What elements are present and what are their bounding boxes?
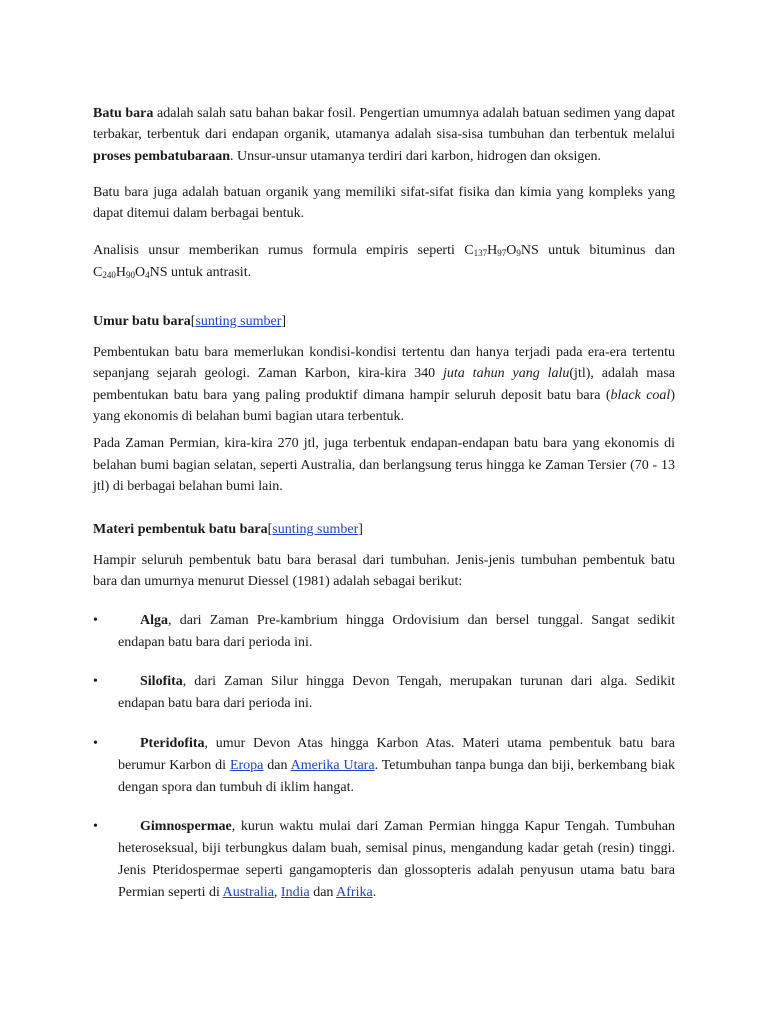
list-text: dan	[263, 757, 291, 773]
bracket: [	[267, 522, 273, 538]
list-text: dan	[309, 884, 337, 900]
bracket: ]	[281, 314, 287, 330]
paragraph-umur-1	[93, 342, 675, 427]
link-afrika[interactable]: Afrika	[336, 884, 373, 900]
bracket: [	[190, 314, 196, 330]
paragraph-umur-2: Pada Zaman Permian, kira-kira 270 jtl, juga terbentuk endapan-endapan batu bara yang ekonomis di belahan bumi bagian selatan, seperti Australia, dan berlangsung terus hingga ke Zaman Tersier (70 - 13 jtl) di berbagai belahan bumi lain.	[93, 436, 675, 494]
formula-text: H	[115, 264, 126, 280]
paragraph-text: ) yang ekonomis di belahan bumi bagian utara terbentuk.	[93, 387, 675, 424]
subscript: 97	[497, 248, 507, 259]
link-amerika-utara[interactable]: Amerika Utara	[290, 757, 375, 773]
list-text: , kurun waktu mulai dari Zaman Permian hingga Kapur Tengah. Tumbuhan heteroseksual, biji terbungkus dalam buah, semisal pinus, mengandung kadar getah (resin) tinggi. Jenis Pteridospermae seperti gangamopteris dan glossopteris adalah penyusun utama batu bara Permian seperti di	[118, 819, 675, 900]
paragraph-organic: Batu bara juga adalah batuan organik yang memiliki sifat-sifat fisika dan kimia yang kompleks yang dapat ditemui dalam berbagai bentuk.	[93, 184, 675, 222]
list-term: Pteridofita	[140, 735, 205, 751]
heading-text: Materi pembentuk batu bara	[93, 522, 268, 538]
link-australia[interactable]: Australia	[222, 884, 274, 900]
list-item	[93, 671, 675, 715]
bracket: ]	[358, 522, 363, 538]
bullet-icon: •	[93, 612, 98, 628]
list-text: , dari Zaman Pre-kambrium hingga Ordovisium dan bersel tunggal. Sangat sedikit endapan batu bara dari perioda ini.	[118, 612, 675, 650]
edit-source-link[interactable]: sunting sumber	[195, 314, 282, 330]
document-body	[93, 103, 675, 922]
intro-text-1: adalah salah satu bahan bakar fosil. Pengertian umumnya adalah batuan sedimen yang dapat terbakar, terbentuk dari endapan organik, utamanya adalah sisa-sisa tumbuhan dan terbentuk melalui	[93, 106, 675, 143]
term-batu-bara: Batu bara	[93, 106, 154, 121]
paragraph-intro	[93, 103, 675, 167]
formula-text: Analisis unsur memberikan rumus formula empiris seperti C	[93, 243, 474, 259]
list-term: Silofita	[140, 674, 183, 690]
intro-text-2: . Unsur-unsur utamanya terdiri dari karbon, hidrogen dan oksigen.	[230, 148, 602, 164]
formula-text: H	[487, 243, 498, 259]
list-text: .	[372, 884, 377, 900]
paragraph-materi-intro: Hampir seluruh pembentuk batu bara berasal dari tumbuhan. Jenis-jenis tumbuhan pembentuk batu bara dan umurnya menurut Diessel (1981) adalah sebagai berikut:	[93, 553, 675, 590]
paragraph-text: Pembentukan batu bara memerlukan kondisi-kondisi tertentu dan hanya terjadi pada era-era tertentu sepanjang sejarah geologi. Zaman Karbon, kira-kira 340	[93, 345, 675, 382]
paragraph-text: (jtl), adalah masa pembentukan batu bara yang paling produktif dimana hampir seluruh deposit batu bara (	[93, 366, 675, 403]
list-item	[93, 816, 675, 903]
list-term: Alga	[140, 612, 168, 628]
section-heading-materi	[93, 519, 675, 540]
bullet-icon: •	[93, 819, 98, 835]
formula-text: O	[506, 243, 517, 259]
bullet-icon: •	[93, 735, 98, 751]
paragraph-formula	[93, 240, 675, 283]
subscript: 4	[145, 269, 150, 280]
list-item	[93, 610, 675, 654]
list-item	[93, 733, 675, 798]
link-eropa[interactable]: Eropa	[229, 757, 264, 773]
plant-list	[93, 610, 675, 904]
subscript: 90	[125, 269, 135, 280]
formula-text: O	[134, 264, 146, 280]
list-text: , umur Devon Atas hingga Karbon Atas. Materi utama pembentuk batu bara berumur Karbon di	[118, 735, 675, 773]
italic-text: black coal	[610, 387, 671, 403]
subscript: 240	[102, 269, 116, 280]
link-india[interactable]: India	[280, 884, 310, 900]
bullet-icon: •	[93, 674, 98, 690]
italic-text: juta tahun yang lalu	[443, 366, 570, 382]
term-proses-pembatubaraan: proses pembatubaraan	[93, 148, 231, 164]
list-text: ,	[273, 884, 281, 900]
edit-source-link[interactable]: sunting sumber	[272, 522, 359, 538]
heading-text: Umur batu bara	[93, 314, 191, 330]
formula-text: NS untuk bituminus dan C	[93, 243, 675, 280]
subscript: 9	[516, 248, 521, 259]
subscript: 137	[473, 248, 488, 259]
list-text: . Tetumbuhan tanpa bunga dan biji, berkembang biak dengan spora dan tumbuh di iklim hangat.	[118, 757, 675, 795]
list-text: , dari Zaman Silur hingga Devon Tengah, merupakan turunan dari alga. Sedikit endapan batu bara dari perioda ini.	[118, 674, 675, 712]
formula-text: NS untuk antrasit.	[149, 264, 252, 280]
section-heading-umur	[93, 311, 675, 332]
list-term: Gimnospermae	[140, 819, 232, 835]
